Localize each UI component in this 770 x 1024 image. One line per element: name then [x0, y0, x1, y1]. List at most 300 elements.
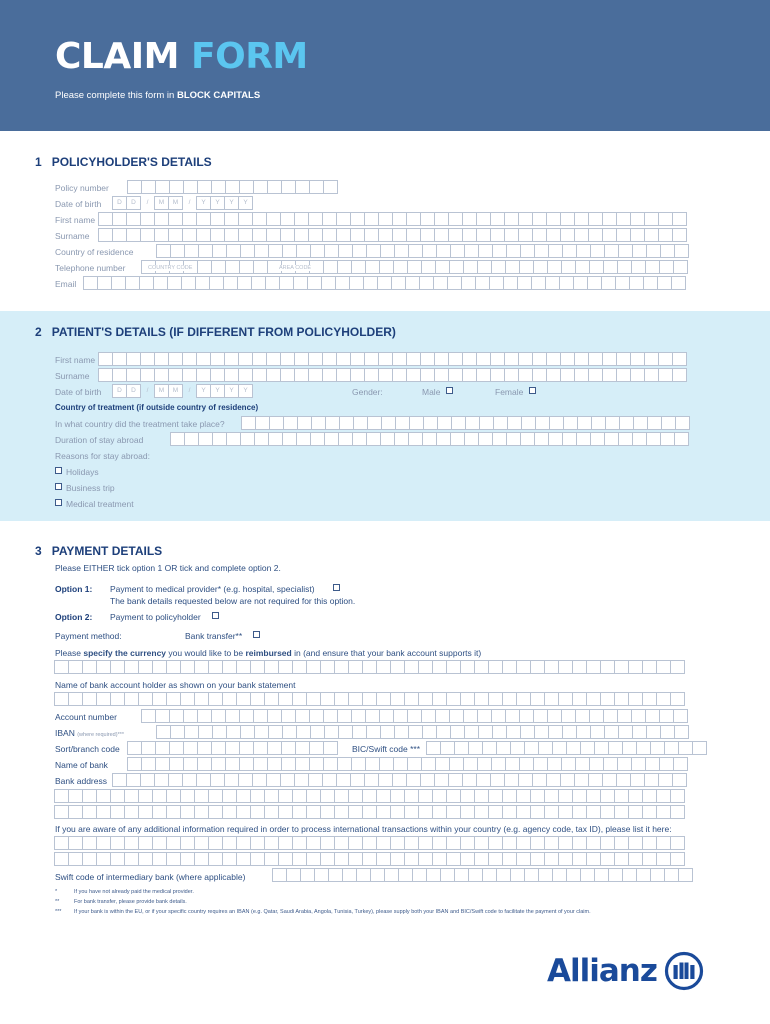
char-box[interactable]: [351, 757, 366, 771]
char-box[interactable]: [476, 352, 491, 366]
char-box[interactable]: [506, 725, 521, 739]
char-box[interactable]: [281, 709, 296, 723]
char-box[interactable]: [656, 789, 671, 803]
char-box[interactable]: [254, 432, 269, 446]
char-box[interactable]: [254, 725, 269, 739]
char-box[interactable]: [350, 773, 365, 787]
char-box[interactable]: [250, 852, 265, 866]
char-box[interactable]: [604, 244, 619, 258]
char-box[interactable]: [488, 805, 503, 819]
char-box[interactable]: [645, 260, 660, 274]
char-box[interactable]: [600, 660, 615, 674]
char-box[interactable]: [535, 416, 550, 430]
char-box[interactable]: [252, 773, 267, 787]
char-box[interactable]: [308, 228, 323, 242]
char-box[interactable]: [518, 228, 533, 242]
char-box[interactable]: [491, 260, 506, 274]
char-box[interactable]: [628, 836, 643, 850]
char-box[interactable]: [197, 741, 212, 755]
char-box[interactable]: [616, 773, 631, 787]
char-box[interactable]: [210, 368, 225, 382]
char-box[interactable]: [518, 212, 533, 226]
char-box[interactable]: [490, 212, 505, 226]
char-box[interactable]: [168, 228, 183, 242]
char-box[interactable]: [124, 805, 139, 819]
char-box[interactable]: [616, 368, 631, 382]
char-box[interactable]: [278, 692, 293, 706]
char-box[interactable]: [434, 212, 449, 226]
char-box[interactable]: [618, 725, 633, 739]
char-box[interactable]: [154, 352, 169, 366]
char-box[interactable]: [576, 725, 591, 739]
char-box[interactable]: [544, 805, 559, 819]
option1-checkbox[interactable]: [333, 584, 340, 591]
char-box[interactable]: [502, 852, 517, 866]
char-box[interactable]: [502, 660, 517, 674]
char-box[interactable]: [617, 757, 632, 771]
char-box[interactable]: [670, 836, 685, 850]
char-box[interactable]: [322, 368, 337, 382]
char-box[interactable]: [650, 868, 665, 882]
char-box[interactable]: [600, 836, 615, 850]
char-box[interactable]: [407, 757, 422, 771]
char-box[interactable]: [558, 660, 573, 674]
char-box[interactable]: [281, 757, 296, 771]
char-box[interactable]: [352, 432, 367, 446]
char-box[interactable]: [390, 789, 405, 803]
char-box[interactable]: [180, 836, 195, 850]
char-box[interactable]: [195, 276, 210, 290]
char-box[interactable]: [658, 352, 673, 366]
char-box[interactable]: [558, 836, 573, 850]
char-box[interactable]: [96, 836, 111, 850]
char-box[interactable]: [140, 368, 155, 382]
char-box[interactable]: [210, 228, 225, 242]
char-box[interactable]: [240, 432, 255, 446]
char-box[interactable]: [531, 276, 546, 290]
char-box[interactable]: [197, 180, 212, 194]
char-box[interactable]: [194, 852, 209, 866]
char-box[interactable]: [530, 660, 545, 674]
char-box[interactable]: [478, 432, 493, 446]
char-box[interactable]: [239, 260, 254, 274]
char-box[interactable]: [451, 416, 466, 430]
char-box[interactable]: [463, 260, 478, 274]
char-box[interactable]: [420, 212, 435, 226]
char-box[interactable]: [490, 773, 505, 787]
char-box[interactable]: [446, 836, 461, 850]
char-box[interactable]: [124, 852, 139, 866]
char-box[interactable]: [239, 709, 254, 723]
char-box[interactable]: [310, 432, 325, 446]
char-box[interactable]: [673, 757, 688, 771]
char-box[interactable]: [630, 228, 645, 242]
char-box[interactable]: [96, 660, 111, 674]
char-box[interactable]: [306, 852, 321, 866]
char-box[interactable]: [432, 852, 447, 866]
char-box[interactable]: [337, 260, 352, 274]
char-box[interactable]: [364, 228, 379, 242]
char-box[interactable]: [519, 260, 534, 274]
char-box[interactable]: [406, 352, 421, 366]
char-box[interactable]: [154, 368, 169, 382]
char-box[interactable]: [306, 836, 321, 850]
char-box[interactable]: [126, 212, 141, 226]
char-box[interactable]: [296, 244, 311, 258]
char-box[interactable]: [141, 741, 156, 755]
char-box[interactable]: [350, 352, 365, 366]
char-box[interactable]: [628, 692, 643, 706]
char-box[interactable]: [211, 180, 226, 194]
char-box[interactable]: [586, 852, 601, 866]
char-box[interactable]: [574, 368, 589, 382]
char-box[interactable]: [558, 789, 573, 803]
char-box[interactable]: [309, 741, 324, 755]
char-box[interactable]: [618, 244, 633, 258]
char-box[interactable]: [364, 368, 379, 382]
char-box[interactable]: [126, 368, 141, 382]
char-box[interactable]: [505, 709, 520, 723]
char-box[interactable]: [661, 416, 676, 430]
char-box[interactable]: [572, 852, 587, 866]
char-box[interactable]: [155, 180, 170, 194]
char-box[interactable]: [588, 352, 603, 366]
char-box[interactable]: [267, 180, 282, 194]
char-box[interactable]: [673, 709, 688, 723]
char-box[interactable]: [253, 180, 268, 194]
char-box[interactable]: [454, 741, 469, 755]
char-box[interactable]: [476, 212, 491, 226]
char-box[interactable]: [672, 212, 687, 226]
char-box[interactable]: [392, 228, 407, 242]
char-box[interactable]: [338, 725, 353, 739]
char-box[interactable]: [180, 789, 195, 803]
char-box[interactable]: [82, 836, 97, 850]
char-box[interactable]: [435, 709, 450, 723]
char-box[interactable]: [309, 709, 324, 723]
char-box[interactable]: [589, 260, 604, 274]
char-box[interactable]: [394, 725, 409, 739]
char-box[interactable]: [461, 276, 476, 290]
patient-dob-month-2[interactable]: M: [168, 384, 183, 398]
char-box[interactable]: [432, 789, 447, 803]
char-box[interactable]: [183, 741, 198, 755]
char-box[interactable]: [83, 276, 98, 290]
char-box[interactable]: [418, 805, 433, 819]
char-box[interactable]: [532, 352, 547, 366]
bic-field[interactable]: [427, 741, 707, 755]
char-box[interactable]: [208, 692, 223, 706]
char-box[interactable]: [577, 416, 592, 430]
char-box[interactable]: [240, 244, 255, 258]
char-box[interactable]: [446, 805, 461, 819]
char-box[interactable]: [139, 276, 154, 290]
char-box[interactable]: [644, 773, 659, 787]
char-box[interactable]: [631, 709, 646, 723]
char-box[interactable]: [222, 836, 237, 850]
char-box[interactable]: [446, 789, 461, 803]
char-box[interactable]: [502, 805, 517, 819]
char-box[interactable]: [264, 692, 279, 706]
first-name-field[interactable]: [99, 212, 687, 226]
char-box[interactable]: [603, 709, 618, 723]
char-box[interactable]: [392, 773, 407, 787]
char-box[interactable]: [323, 260, 338, 274]
char-box[interactable]: [450, 432, 465, 446]
char-box[interactable]: [516, 836, 531, 850]
char-box[interactable]: [520, 725, 535, 739]
char-box[interactable]: [211, 260, 226, 274]
char-box[interactable]: [671, 276, 686, 290]
char-box[interactable]: [320, 805, 335, 819]
char-box[interactable]: [418, 836, 433, 850]
char-box[interactable]: [561, 260, 576, 274]
char-box[interactable]: [124, 660, 139, 674]
char-box[interactable]: [197, 260, 212, 274]
email-field[interactable]: [84, 276, 686, 290]
surname-field[interactable]: [99, 228, 687, 242]
char-box[interactable]: [604, 725, 619, 739]
char-box[interactable]: [325, 416, 340, 430]
char-box[interactable]: [294, 212, 309, 226]
char-box[interactable]: [538, 741, 553, 755]
char-box[interactable]: [196, 352, 211, 366]
char-box[interactable]: [292, 805, 307, 819]
char-box[interactable]: [588, 773, 603, 787]
char-box[interactable]: [601, 276, 616, 290]
char-box[interactable]: [462, 212, 477, 226]
char-box[interactable]: [152, 852, 167, 866]
char-box[interactable]: [378, 368, 393, 382]
char-box[interactable]: [507, 416, 522, 430]
char-box[interactable]: [580, 868, 595, 882]
char-box[interactable]: [672, 352, 687, 366]
patient-first-name-field[interactable]: [99, 352, 687, 366]
char-box[interactable]: [421, 260, 436, 274]
char-box[interactable]: [153, 276, 168, 290]
char-box[interactable]: [342, 868, 357, 882]
char-box[interactable]: [68, 805, 83, 819]
char-box[interactable]: [309, 260, 324, 274]
char-box[interactable]: [194, 805, 209, 819]
char-box[interactable]: [580, 741, 595, 755]
char-box[interactable]: [98, 212, 113, 226]
char-box[interactable]: [468, 868, 483, 882]
char-box[interactable]: [126, 228, 141, 242]
char-box[interactable]: [339, 416, 354, 430]
char-box[interactable]: [322, 212, 337, 226]
char-box[interactable]: [168, 352, 183, 366]
char-box[interactable]: [404, 692, 419, 706]
char-box[interactable]: [266, 368, 281, 382]
dob-field[interactable]: [113, 196, 253, 210]
char-box[interactable]: [208, 805, 223, 819]
char-box[interactable]: [212, 432, 227, 446]
char-box[interactable]: [617, 260, 632, 274]
char-box[interactable]: [538, 868, 553, 882]
char-box[interactable]: [127, 741, 142, 755]
char-box[interactable]: [308, 212, 323, 226]
char-box[interactable]: [422, 244, 437, 258]
char-box[interactable]: [642, 692, 657, 706]
char-box[interactable]: [449, 757, 464, 771]
char-box[interactable]: [614, 852, 629, 866]
char-box[interactable]: [674, 432, 689, 446]
char-box[interactable]: [658, 368, 673, 382]
char-box[interactable]: [348, 852, 363, 866]
char-box[interactable]: [168, 212, 183, 226]
char-box[interactable]: [237, 276, 252, 290]
char-box[interactable]: [296, 432, 311, 446]
char-box[interactable]: [617, 709, 632, 723]
char-box[interactable]: [628, 805, 643, 819]
char-box[interactable]: [422, 432, 437, 446]
char-box[interactable]: [488, 789, 503, 803]
char-box[interactable]: [182, 368, 197, 382]
char-box[interactable]: [463, 709, 478, 723]
char-box[interactable]: [645, 757, 660, 771]
char-box[interactable]: [642, 852, 657, 866]
char-box[interactable]: [530, 836, 545, 850]
char-box[interactable]: [209, 276, 224, 290]
char-box[interactable]: [250, 660, 265, 674]
char-box[interactable]: [170, 244, 185, 258]
char-box[interactable]: [82, 692, 97, 706]
char-box[interactable]: [380, 244, 395, 258]
char-box[interactable]: [265, 276, 280, 290]
char-box[interactable]: [283, 416, 298, 430]
char-box[interactable]: [169, 741, 184, 755]
char-box[interactable]: [672, 228, 687, 242]
char-box[interactable]: [236, 660, 251, 674]
char-box[interactable]: [82, 789, 97, 803]
char-box[interactable]: [533, 757, 548, 771]
char-box[interactable]: [166, 836, 181, 850]
char-box[interactable]: [575, 709, 590, 723]
char-box[interactable]: [518, 352, 533, 366]
char-box[interactable]: [352, 244, 367, 258]
char-box[interactable]: [460, 789, 475, 803]
char-box[interactable]: [124, 789, 139, 803]
char-box[interactable]: [616, 212, 631, 226]
char-box[interactable]: [562, 432, 577, 446]
char-box[interactable]: [224, 352, 239, 366]
char-box[interactable]: [409, 416, 424, 430]
char-box[interactable]: [266, 228, 281, 242]
holidays-checkbox[interactable]: [55, 467, 62, 474]
char-box[interactable]: [308, 773, 323, 787]
char-box[interactable]: [491, 709, 506, 723]
char-box[interactable]: [127, 757, 142, 771]
char-box[interactable]: [267, 709, 282, 723]
char-box[interactable]: [125, 276, 140, 290]
char-box[interactable]: [208, 852, 223, 866]
char-box[interactable]: [323, 741, 338, 755]
char-box[interactable]: [437, 416, 452, 430]
char-box[interactable]: [636, 868, 651, 882]
char-box[interactable]: [154, 228, 169, 242]
char-box[interactable]: [328, 868, 343, 882]
char-box[interactable]: [600, 852, 615, 866]
char-box[interactable]: [448, 212, 463, 226]
char-box[interactable]: [628, 789, 643, 803]
char-box[interactable]: [534, 244, 549, 258]
char-box[interactable]: [518, 368, 533, 382]
char-box[interactable]: [334, 852, 349, 866]
char-box[interactable]: [586, 660, 601, 674]
char-box[interactable]: [140, 352, 155, 366]
char-box[interactable]: [390, 660, 405, 674]
char-box[interactable]: [468, 741, 483, 755]
char-box[interactable]: [474, 692, 489, 706]
char-box[interactable]: [505, 260, 520, 274]
char-box[interactable]: [436, 725, 451, 739]
char-box[interactable]: [504, 368, 519, 382]
char-box[interactable]: [559, 276, 574, 290]
char-box[interactable]: [110, 692, 125, 706]
char-box[interactable]: [674, 244, 689, 258]
char-box[interactable]: [659, 709, 674, 723]
char-box[interactable]: [418, 692, 433, 706]
char-box[interactable]: [253, 757, 268, 771]
char-box[interactable]: [560, 212, 575, 226]
char-box[interactable]: [300, 868, 315, 882]
char-box[interactable]: [54, 852, 69, 866]
char-box[interactable]: [644, 368, 659, 382]
business-trip-checkbox[interactable]: [55, 483, 62, 490]
char-box[interactable]: [448, 228, 463, 242]
telephone-field[interactable]: [142, 260, 688, 274]
char-box[interactable]: [464, 244, 479, 258]
char-box[interactable]: [364, 773, 379, 787]
char-box[interactable]: [296, 725, 311, 739]
char-box[interactable]: [561, 709, 576, 723]
char-box[interactable]: [446, 852, 461, 866]
char-box[interactable]: [197, 757, 212, 771]
char-box[interactable]: [600, 789, 615, 803]
char-box[interactable]: [281, 741, 296, 755]
char-box[interactable]: [180, 852, 195, 866]
char-box[interactable]: [517, 276, 532, 290]
char-box[interactable]: [54, 660, 69, 674]
char-box[interactable]: [404, 836, 419, 850]
char-box[interactable]: [294, 773, 309, 787]
char-box[interactable]: [391, 276, 406, 290]
account-number-field[interactable]: [142, 709, 688, 723]
char-box[interactable]: [280, 773, 295, 787]
char-box[interactable]: [138, 660, 153, 674]
char-box[interactable]: [419, 276, 434, 290]
char-box[interactable]: [549, 416, 564, 430]
char-box[interactable]: [238, 212, 253, 226]
dob-day-2[interactable]: D: [126, 196, 141, 210]
char-box[interactable]: [496, 868, 511, 882]
char-box[interactable]: [169, 180, 184, 194]
char-box[interactable]: [552, 868, 567, 882]
char-box[interactable]: [196, 773, 211, 787]
char-box[interactable]: [454, 868, 469, 882]
char-box[interactable]: [353, 416, 368, 430]
char-box[interactable]: [650, 741, 665, 755]
char-box[interactable]: [548, 432, 563, 446]
char-box[interactable]: [657, 276, 672, 290]
char-box[interactable]: [348, 660, 363, 674]
char-box[interactable]: [398, 868, 413, 882]
char-box[interactable]: [642, 789, 657, 803]
char-box[interactable]: [268, 432, 283, 446]
char-box[interactable]: [622, 741, 637, 755]
char-box[interactable]: [586, 692, 601, 706]
